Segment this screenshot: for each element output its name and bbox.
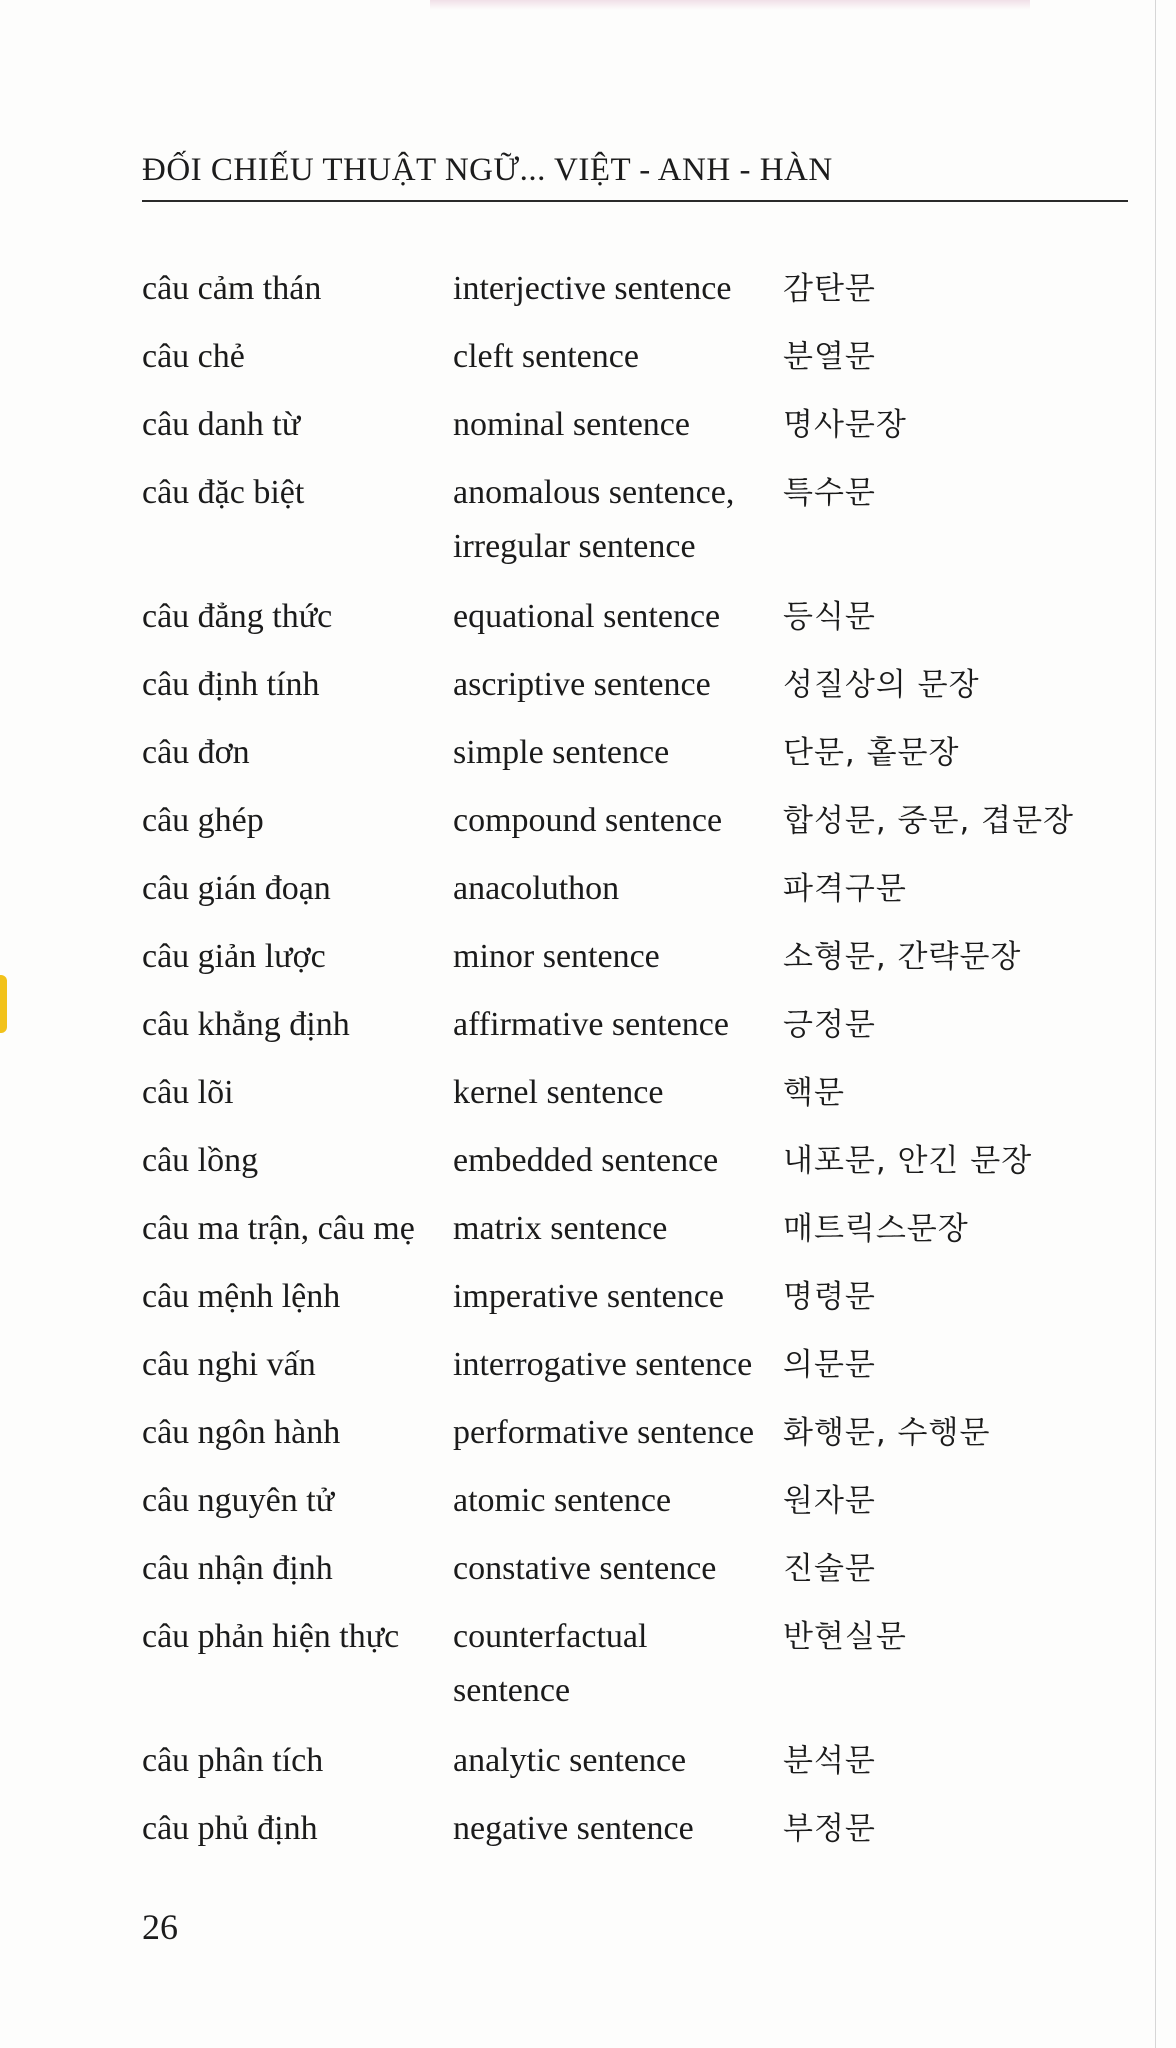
english-term: performative sentence	[453, 1414, 755, 1451]
page-number: 26	[142, 1907, 178, 1947]
korean-term: 반현실문	[783, 1619, 907, 1655]
korean-term: 감탄문	[783, 271, 876, 307]
glossary-entry	[142, 1270, 1122, 1324]
korean-term: 긍정문	[783, 1007, 876, 1043]
vietnamese-term: câu nghi vấn	[142, 1346, 316, 1383]
vietnamese-term: câu khẳng định	[142, 1006, 350, 1043]
english-term: minor sentence	[453, 938, 660, 975]
korean-term: 소형문, 간략문장	[783, 939, 1022, 975]
vietnamese-term: câu ghép	[142, 802, 264, 839]
english-term: interrogative sentence	[453, 1346, 753, 1383]
korean-term: 단문, 홑문장	[783, 735, 960, 771]
glossary-entry	[142, 1202, 1122, 1256]
vietnamese-term: câu mệnh lệnh	[142, 1278, 341, 1315]
korean-term: 화행문, 수행문	[783, 1415, 991, 1451]
english-term: compound sentence	[453, 802, 723, 839]
english-term: analytic sentence	[453, 1742, 687, 1779]
vietnamese-term: câu phủ định	[142, 1810, 318, 1847]
korean-term: 부정문	[783, 1811, 876, 1847]
vietnamese-term: câu giản lược	[142, 938, 326, 975]
glossary-entry	[142, 398, 1122, 452]
vietnamese-term: câu chẻ	[142, 338, 245, 375]
korean-term: 매트릭스문장	[783, 1211, 969, 1247]
vietnamese-term: câu ngôn hành	[142, 1414, 341, 1451]
glossary-entry	[142, 794, 1122, 848]
vietnamese-term: câu lõi	[142, 1074, 234, 1111]
english-term: anomalous sentence, irregular sentence	[453, 474, 735, 565]
page-edge-line	[1155, 0, 1156, 2048]
glossary-entry	[142, 726, 1122, 780]
glossary-entry	[142, 1610, 1122, 1718]
korean-term: 특수문	[783, 475, 876, 511]
vietnamese-term: câu nguyên tử	[142, 1482, 335, 1519]
english-term: embedded sentence	[453, 1142, 719, 1179]
korean-term: 명령문	[783, 1279, 876, 1315]
glossary-entry	[142, 330, 1122, 384]
korean-term: 파격구문	[783, 871, 907, 907]
english-term: simple sentence	[453, 734, 670, 771]
vietnamese-term: câu đặc biệt	[142, 474, 305, 511]
english-term: atomic sentence	[453, 1482, 672, 1519]
vietnamese-term: câu đơn	[142, 734, 250, 771]
vietnamese-term: câu danh từ	[142, 406, 301, 443]
glossary-entry	[142, 1134, 1122, 1188]
english-term: matrix sentence	[453, 1210, 668, 1247]
korean-term: 의문문	[783, 1347, 876, 1383]
english-term: interjective sentence	[453, 270, 732, 307]
vietnamese-term: câu nhận định	[142, 1550, 333, 1587]
vietnamese-term: câu cảm thán	[142, 270, 322, 307]
english-term: ascriptive sentence	[453, 666, 711, 703]
korean-term: 분열문	[783, 339, 876, 375]
english-term: imperative sentence	[453, 1278, 724, 1315]
vietnamese-term: câu định tính	[142, 666, 320, 703]
glossary-entry	[142, 998, 1122, 1052]
glossary-entry	[142, 1474, 1122, 1528]
glossary-entry	[142, 1734, 1122, 1788]
glossary-entry	[142, 262, 1122, 316]
vietnamese-term: câu phân tích	[142, 1742, 324, 1779]
vietnamese-term: câu đẳng thức	[142, 598, 333, 635]
korean-term: 등식문	[783, 599, 876, 635]
glossary-entry	[142, 1338, 1122, 1392]
vietnamese-term: câu gián đoạn	[142, 870, 331, 907]
glossary-entry	[142, 466, 1122, 574]
glossary-entry	[142, 1542, 1122, 1596]
english-term: constative sentence	[453, 1550, 717, 1587]
top-smudge	[430, 0, 1030, 10]
english-term: negative sentence	[453, 1810, 694, 1847]
english-term: kernel sentence	[453, 1074, 664, 1111]
korean-term: 진술문	[783, 1551, 876, 1587]
page-edge-mark	[0, 975, 7, 1033]
glossary-entry	[142, 590, 1122, 644]
english-term: anacoluthon	[453, 870, 620, 907]
glossary-entry	[142, 930, 1122, 984]
korean-term: 내포문, 안긴 문장	[783, 1143, 1033, 1179]
korean-term: 합성문, 중문, 겹문장	[783, 803, 1074, 839]
korean-term: 분석문	[783, 1743, 876, 1779]
glossary-entry	[142, 658, 1122, 712]
english-term: counterfactual sentence	[453, 1618, 648, 1709]
vietnamese-term: câu lồng	[142, 1142, 259, 1179]
glossary-entry	[142, 1066, 1122, 1120]
english-term: affirmative sentence	[453, 1006, 729, 1043]
korean-term: 원자문	[783, 1483, 876, 1519]
header-rule	[142, 200, 1128, 202]
glossary-entry	[142, 1802, 1122, 1856]
korean-term: 핵문	[783, 1075, 845, 1111]
korean-term: 성질상의 문장	[783, 667, 980, 703]
running-header: ĐỐI CHIẾU THUẬT NGỮ... VIỆT - ANH - HÀN	[142, 152, 833, 188]
english-term: cleft sentence	[453, 338, 639, 375]
english-term: nominal sentence	[453, 406, 690, 443]
vietnamese-term: câu phản hiện thực	[142, 1618, 400, 1655]
glossary-entry	[142, 862, 1122, 916]
english-term: equational sentence	[453, 598, 721, 635]
korean-term: 명사문장	[783, 407, 907, 443]
vietnamese-term: câu ma trận, câu mẹ	[142, 1210, 415, 1247]
glossary-entry	[142, 1406, 1122, 1460]
glossary-table	[142, 262, 1122, 1870]
